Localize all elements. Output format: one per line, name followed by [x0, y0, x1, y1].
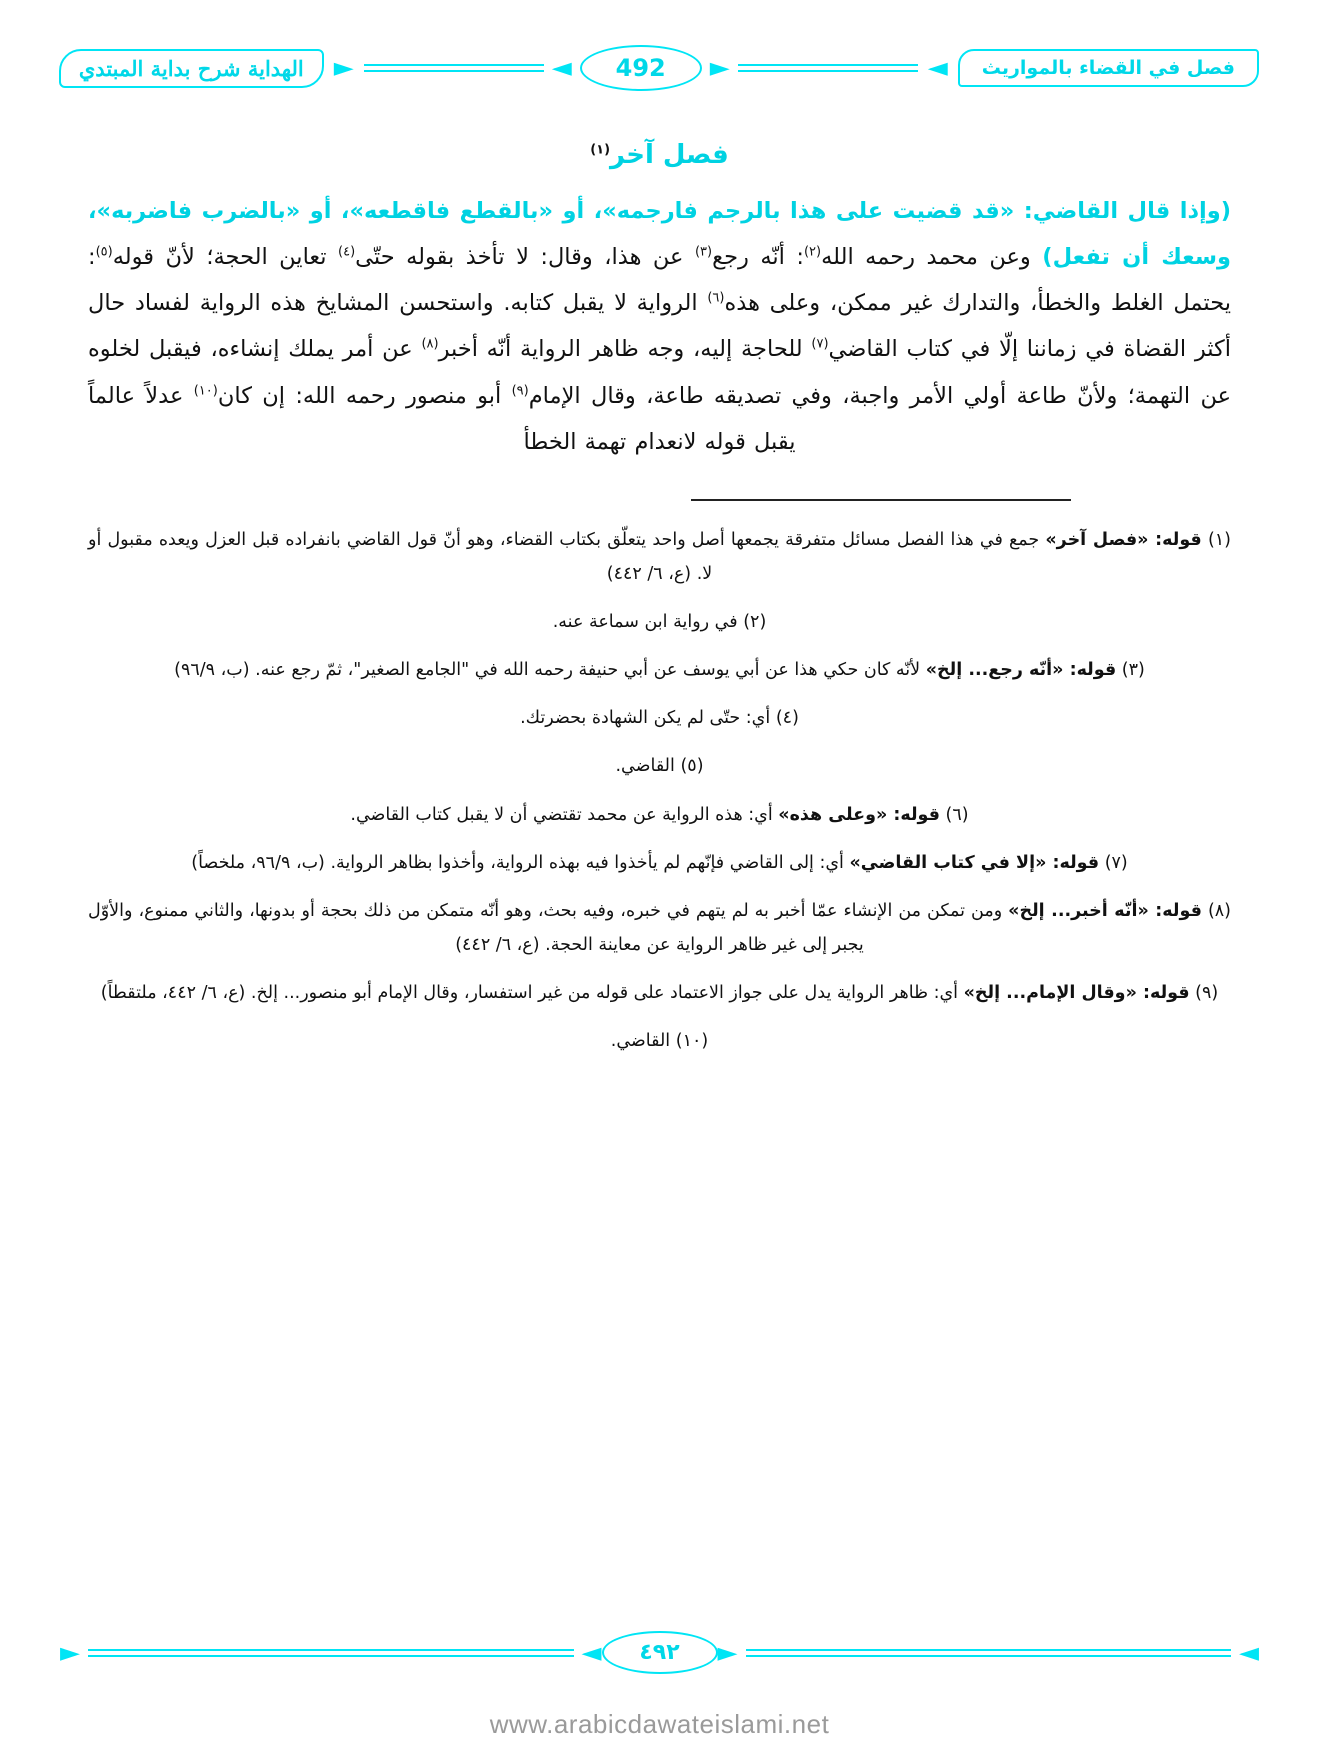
footer-ornament-left: [60, 1637, 602, 1668]
footnote-text: أي: حتّى لم يكن الشهادة بحضرتك.: [520, 708, 771, 729]
footnote-text: القاضي.: [610, 1031, 671, 1052]
footnote-marker: (٦): [945, 804, 969, 825]
footnote-item: [88, 605, 1231, 639]
footnote-text: القاضي.: [615, 756, 675, 777]
footnote-marker: (٥): [680, 756, 704, 777]
ornament-rule: [746, 1649, 1232, 1657]
footnote-marker-2: (٢): [803, 244, 822, 260]
footnote-text: أي: إلى القاضي فإنّهم لم يأخذوا فيه بهذه الرواية، وأخذوا بظاهر الرواية. (ب، ٩٦/٩، ملخصاً): [191, 852, 850, 873]
page-header: [60, 40, 1259, 96]
ornament-arrow-right-icon: ►: [717, 1637, 738, 1668]
footnote-marker-9: (٩): [511, 383, 529, 398]
footnote-item: [88, 523, 1231, 591]
footnote-item: [88, 701, 1231, 735]
footer-ornament-right: [717, 1637, 1260, 1668]
page-content: [88, 120, 1231, 1072]
footnote-text: لأنّه كان حكي هذا عن أبي يوسف عن أبي حنيفة رحمه الله في "الجامع الصغير"، ثمّ رجع عنه. (ب، ٩٦/٩): [174, 660, 926, 681]
page-footer: [60, 1631, 1259, 1674]
sharh-text: عن هذا، وقال: لا تأخذ بقوله حتّى: [355, 244, 695, 271]
ornament-arrow-left-icon: ◄: [927, 53, 948, 83]
footnotes-list: [88, 523, 1231, 1059]
footnote-text: أي: هذه الرواية عن محمد تقتضي أن لا يقبل كتاب القاضي.: [350, 804, 779, 825]
section-title: فصل آخر: [610, 140, 729, 170]
sharh-text: الرواية لا يقبل كتابه. واستحسن المشايخ هذه الرواية لفساد حال أكثر القضاة في زماننا إلّا في كتاب القاضي: [88, 290, 1232, 363]
sharh-text: وعن محمد رحمه الله: [821, 244, 1043, 271]
ornament-arrow-right-icon: ►: [60, 1637, 80, 1668]
footnote-marker-10: (١٠): [193, 383, 218, 398]
footnote-text: أي: ظاهر الرواية يدل على جواز الاعتماد على قوله من غير استفسار، وقال الإمام أبو منصور... إلخ. (ع، ٦/ ٤٤٢، ملتقطاً): [100, 983, 964, 1003]
ornament-rule: [364, 64, 434, 72]
footnote-item: [88, 846, 1231, 880]
section-title-footnote-marker: (١): [590, 142, 611, 158]
footnote-marker: (١٠): [675, 1031, 709, 1052]
sharh-text: : أنّه رجع: [712, 244, 804, 271]
header-center-group: [434, 45, 848, 91]
footnote-marker-5: (٥): [95, 244, 113, 260]
section-title-row: [88, 140, 1231, 170]
footnote-marker: (١): [1207, 529, 1231, 550]
ornament-arrow-right-icon: ►: [709, 53, 730, 83]
ornament-rule: [848, 64, 918, 72]
footnote-item: [88, 1024, 1231, 1058]
ornament-rule: [738, 64, 848, 72]
header-page-number: 492: [580, 45, 702, 91]
footnote-text: في رواية ابن سماعة عنه.: [552, 612, 738, 632]
header-chapter-label: فصل في القضاء بالمواريث: [958, 49, 1259, 87]
sharh-text: أبو منصور رحمه الله: إن كان: [217, 382, 512, 409]
footnote-marker: (٣): [1121, 660, 1145, 681]
footnote-lead: قوله: «أنّه رجع... إلخ»: [925, 660, 1117, 681]
sharh-text: : يحتمل الغلط والخطأ، والتدارك غير ممكن، وعلى هذه: [88, 244, 1231, 317]
footnote-marker-8: (٨): [421, 336, 439, 352]
footnote-marker: (٨): [1207, 900, 1231, 921]
footnote-separator: [691, 499, 1071, 501]
footnote-marker-4: (٤): [338, 244, 356, 260]
ornament-rule: [434, 64, 544, 72]
footnote-item: [88, 749, 1231, 783]
footnote-marker: (٩): [1195, 983, 1219, 1003]
ornament-arrow-left-icon: ◄: [581, 1637, 602, 1668]
footer-page-number: ٤٩٢: [602, 1631, 718, 1674]
ornament-arrow-right-icon: ►: [333, 53, 354, 83]
footnote-marker: (٤): [775, 708, 799, 729]
footnote-lead: قوله: «فصل آخر»: [1045, 529, 1202, 550]
footnote-lead: قوله: «أنّه أخبر... إلخ»: [1008, 900, 1202, 921]
header-right-group: [848, 49, 1259, 87]
footnote-marker-6: (٦): [707, 290, 725, 306]
ornament-rule: [88, 1649, 574, 1657]
footnote-marker-7: (٧): [811, 336, 829, 352]
footnote-item: [88, 798, 1231, 832]
sharh-text: للحاجة إليه، وجه ظاهر الرواية أنّه أخبر: [438, 336, 812, 363]
header-left-group: [59, 49, 434, 88]
footnote-lead: قوله: «وعلى هذه»: [778, 804, 940, 825]
sharh-text: عن أمر يملك إنشاءه، فيقبل لخلوه عن التهمة؛ ولأنّ طاعة أولي الأمر واجبة، وفي تصديقه طاعة، وقال الإمام: [88, 336, 1232, 409]
footnote-text: ومن تمكن من الإنشاء عمّا أخبر به لم يتهم في خبره، وفيه بحث، وهو أنّه متمكن من ذلك بحجة أو بدونها، والثاني ممنوع، والأوّل يجبر إلى غير ظاهر الرواية عن معاينة الحجة. (ع، ٦/ ٤٤٢): [88, 900, 1009, 955]
footnote-marker: (٢): [743, 612, 767, 632]
footnote-lead: قوله: «إلا في كتاب القاضي»: [849, 852, 1100, 873]
footnote-lead: قوله: «وقال الإمام... إلخ»: [963, 983, 1190, 1003]
footnote-item: [88, 653, 1231, 687]
matn-text: (وإذا قال القاضي: «قد قضيت على هذا بالرجم فارجمه»، أو «بالقطع فاقطعه»، أو «بالضرب فاضربه»، وسعك أن تفعل): [88, 198, 1231, 271]
ornament-arrow-left-icon: ◄: [1239, 1637, 1259, 1668]
sharh-text: عدلاً عالماً يقبل قوله لانعدام تهمة الخطأ: [88, 382, 796, 455]
footnote-text: جمع في هذا الفصل مسائل متفرقة يجمعها أصل واحد يتعلّق بكتاب القضاء، وهو أنّ قول القاضي بانفراده قبل العزل ويعده مقبول أو لا. (ع، ٦/ ٤٤٢): [88, 529, 1046, 584]
watermark-url: www.arabicdawateislami.net: [489, 1709, 830, 1739]
body-paragraph: [88, 188, 1231, 465]
header-book-title: الهداية شرح بداية المبتدي: [59, 49, 324, 88]
footnote-item: [88, 894, 1231, 962]
footnote-marker: (٧): [1104, 852, 1128, 873]
footnote-marker-3: (٣): [694, 244, 713, 260]
footnote-item: [88, 976, 1231, 1010]
ornament-arrow-left-icon: ◄: [551, 53, 572, 83]
sharh-text: تعاين الحجة؛ لأنّ قوله: [112, 244, 339, 271]
